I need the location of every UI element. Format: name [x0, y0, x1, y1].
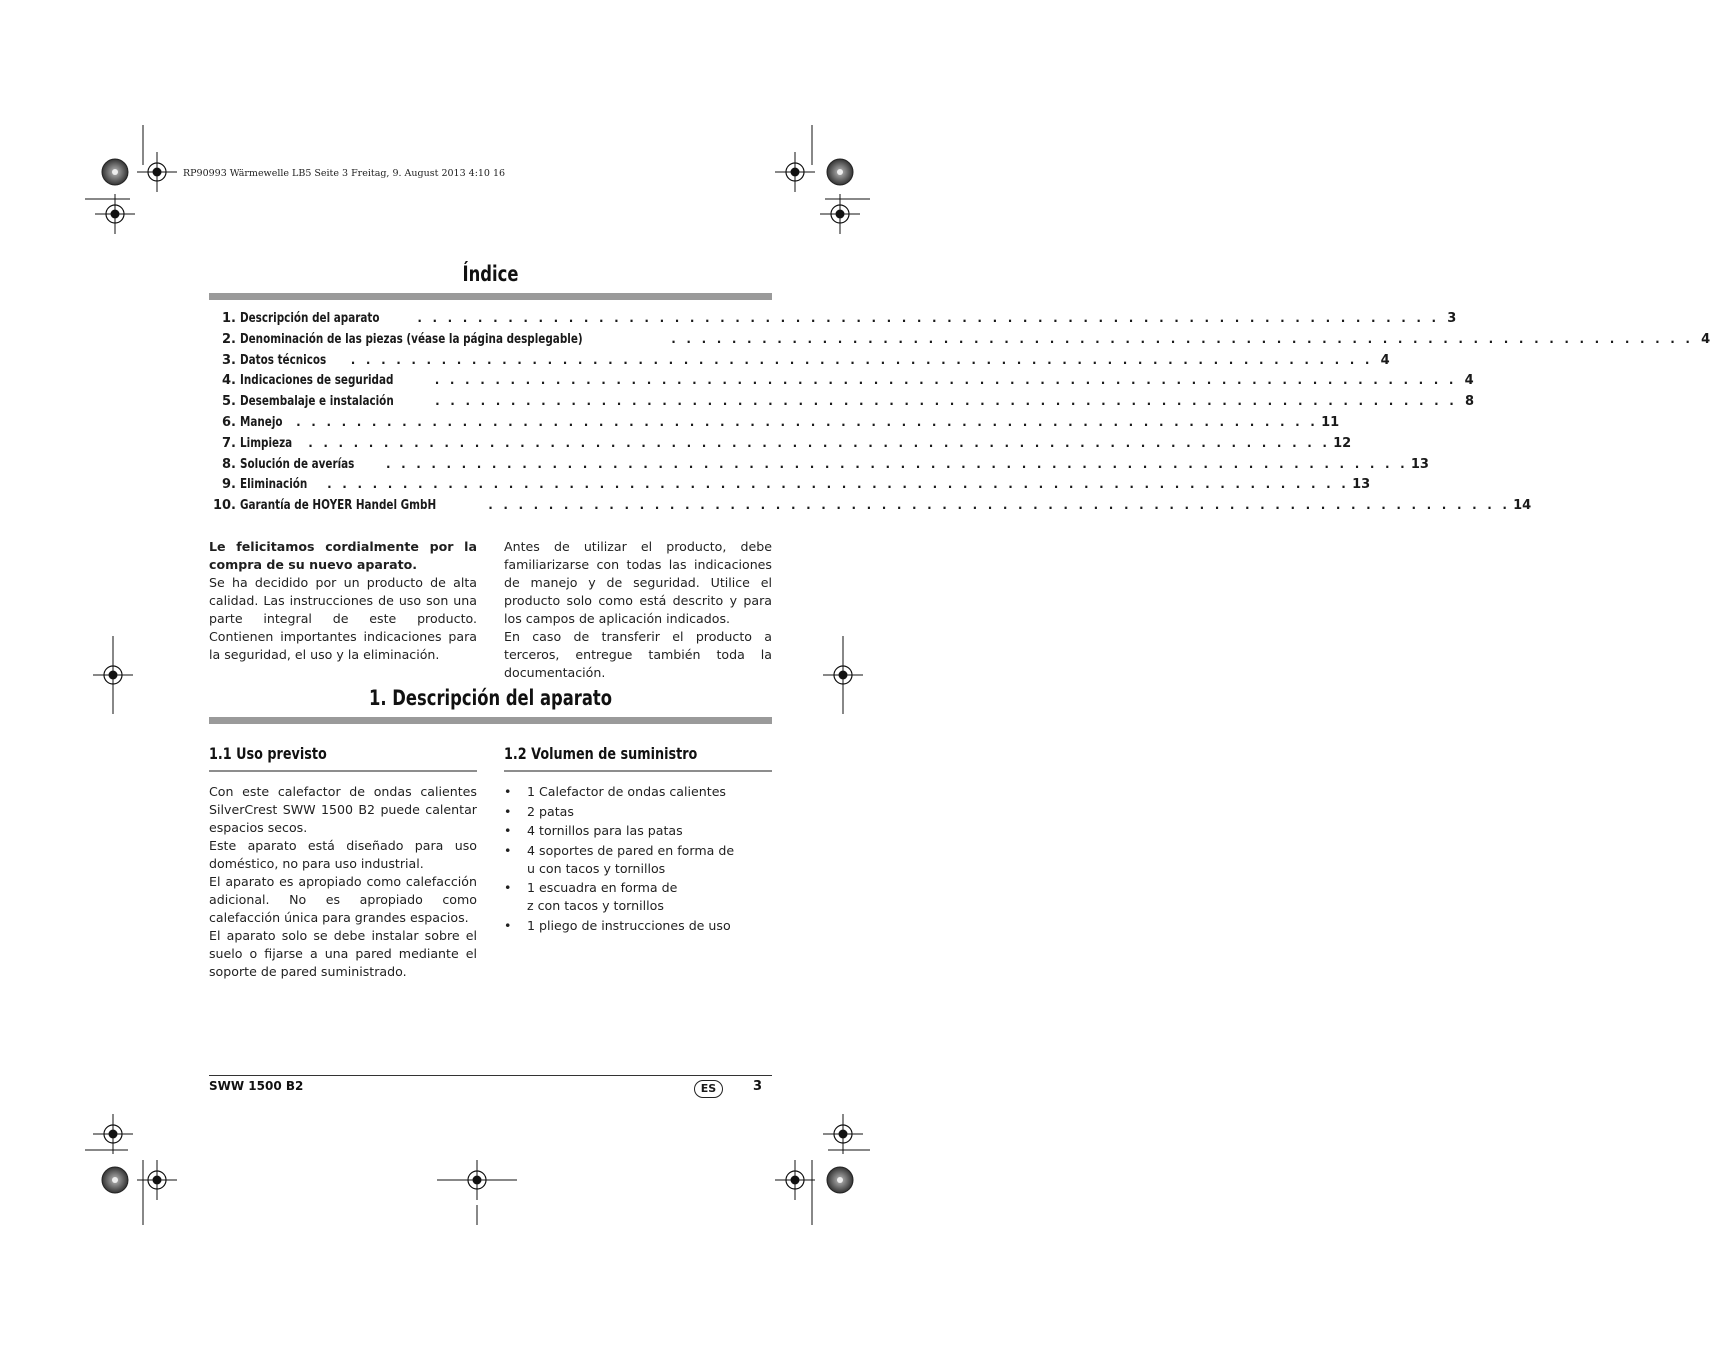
intro-text: Se ha decidido por un producto de alta calidad. Las instrucciones de uso son una parte integral de este producto. Contienen importantes indicaciones para la seguridad, el uso y la eliminación.	[209, 575, 477, 662]
toc-entry[interactable]	[209, 331, 1710, 353]
toc-label: Solución de averías	[240, 456, 355, 472]
toc-leader: . . . . . . . . . . . . . . . . . . . . . . . . . . . . . . . . . . . . . . . . . . . . . . . . . . . . . . . . . . . . . . . . . . . .	[308, 435, 1331, 450]
toc-label: Garantía de HOYER Handel GmbH	[240, 498, 437, 514]
color-target-icon	[827, 1167, 853, 1193]
toc-number: 8.	[222, 456, 236, 472]
toc-number: 10.	[212, 498, 236, 514]
body-paragraph: El aparato es apropiado como calefacción adicional. No es apropiado como calefacción única para grandes espacios.	[209, 874, 477, 925]
registration-mark-icon	[775, 152, 815, 192]
toc-page: 12	[1333, 435, 1352, 451]
color-target-icon	[827, 159, 853, 185]
toc-label: Datos técnicos	[240, 352, 327, 368]
toc-entry[interactable]	[209, 477, 1371, 498]
toc-number: 3.	[222, 352, 236, 368]
toc-page: 14	[1513, 498, 1532, 514]
color-target-icon	[102, 159, 128, 185]
toc-label: Manejo	[240, 414, 283, 430]
toc-label: Indicaciones de seguridad	[240, 373, 394, 389]
toc-number: 2.	[222, 331, 236, 347]
body-paragraph: El aparato solo se debe instalar sobre el suelo o fijarse a una pared mediante el soporte de pared suministrado.	[209, 928, 477, 979]
toc-number: 6.	[222, 414, 236, 430]
toc-entry[interactable]	[209, 456, 1429, 478]
registration-mark-icon	[95, 194, 135, 234]
toc-label: Descripción del aparato	[240, 311, 380, 326]
toc-label: Limpieza	[240, 435, 293, 451]
footer-rule	[209, 1075, 772, 1076]
toc-leader: . . . . . . . . . . . . . . . . . . . . . . . . . . . . . . . . . . . . . . . . . . . . . . . . . . . . . . . . . . . . . . . . . . . .	[350, 352, 1373, 367]
registration-mark-icon	[820, 194, 860, 234]
toc-number: 4.	[222, 373, 236, 389]
color-target-icon	[102, 1167, 128, 1193]
supply-list	[504, 783, 772, 935]
intro-lead: Le felicitamos cordialmente por la compra de su nuevo aparato.	[209, 539, 477, 572]
toc-entry[interactable]	[209, 311, 1457, 332]
body-paragraph: Con este calefactor de ondas calientes SilverCrest SWW 1500 B2 puede calentar espacios secos.	[209, 784, 477, 835]
toc-leader: . . . . . . . . . . . . . . . . . . . . . . . . . . . . . . . . . . . . . . . . . . . . . . . . . . . . . . . . . . . . . . . . . . . .	[296, 414, 1319, 429]
toc-label: Desembalaje e instalación	[240, 394, 394, 410]
toc-label: Denominación de las piezas (véase la página desplegable)	[240, 331, 583, 347]
registration-mark-icon	[775, 1160, 815, 1200]
section-title: 1. Descripción del aparato	[368, 686, 613, 710]
volumen-list-column	[504, 783, 772, 936]
language-badge: ES	[694, 1080, 723, 1098]
subsection-rule	[209, 770, 477, 772]
subsection-heading-text: 1.1 Uso previsto	[209, 744, 327, 763]
page-number: 3	[753, 1079, 763, 1094]
toc-entry[interactable]	[209, 352, 1390, 374]
toc-entry[interactable]	[209, 414, 1340, 436]
list-item: • 1 Calefactor de ondas calientes	[504, 783, 772, 801]
uso-previsto-text	[209, 783, 477, 981]
subsection-heading	[209, 744, 477, 763]
toc-entry[interactable]	[209, 435, 1352, 457]
toc-leader: . . . . . . . . . . . . . . . . . . . . . . . . . . . . . . . . . . . . . . . . . . . . . . . . . . . . . . . . . . . . . . . . . . . .	[385, 456, 1408, 471]
toc-number: 5.	[222, 394, 236, 410]
registration-mark-icon	[823, 1114, 863, 1154]
toc-page: 8	[1465, 394, 1475, 410]
toc-leader: . . . . . . . . . . . . . . . . . . . . . . . . . . . . . . . . . . . . . . . . . . . . . . . . . . . . . . . . . . . . . . . . . . . .	[488, 498, 1511, 513]
toc-leader: . . . . . . . . . . . . . . . . . . . . . . . . . . . . . . . . . . . . . . . . . . . . . . . . . . . . . . . . . . . . . . . . . . . .	[434, 373, 1457, 388]
toc-entry[interactable]	[209, 394, 1475, 415]
toc-leader: . . . . . . . . . . . . . . . . . . . . . . . . . . . . . . . . . . . . . . . . . . . . . . . . . . . . . . . . . . . . . . . . . . . .	[417, 311, 1440, 325]
toc-entry[interactable]	[209, 373, 1474, 394]
index-title: Índice	[462, 262, 519, 286]
index-rule	[209, 293, 772, 300]
toc-number: 1.	[222, 311, 236, 326]
toc-page: 13	[1352, 477, 1371, 493]
footer-model: SWW 1500 B2	[209, 1079, 304, 1093]
subsection-heading	[504, 744, 772, 763]
intro-paragraph: Antes de utilizar el producto, debe familiarizarse con todas las indicaciones de manejo y de seguridad. Utilice el producto solo como está descrito y para los campos de aplicación indicados.	[504, 539, 772, 626]
intro-left-column	[209, 538, 477, 664]
list-item: • 4 tornillos para las patas	[504, 822, 772, 840]
list-item: • 4 soportes de pared en forma de u con tacos y tornillos	[504, 842, 742, 878]
toc-leader: . . . . . . . . . . . . . . . . . . . . . . . . . . . . . . . . . . . . . . . . . . . . . . . . . . . . . . . . . . . . . . . . . . . .	[327, 477, 1350, 492]
list-item: • 1 escuadra en forma de z con tacos y tornillos	[504, 879, 687, 915]
toc-page: 4	[1701, 331, 1710, 347]
body-paragraph: Este aparato está diseñado para uso doméstico, no para uso industrial.	[209, 838, 477, 871]
intro-paragraph: En caso de transferir el producto a terceros, entregue también toda la documentación.	[504, 629, 772, 680]
toc-page: 3	[1447, 311, 1457, 326]
toc-leader: . . . . . . . . . . . . . . . . . . . . . . . . . . . . . . . . . . . . . . . . . . . . . . . . . . . . . . . . . . . . . . . . . . . .	[435, 394, 1458, 409]
toc-entry[interactable]	[209, 498, 1532, 519]
toc-label: Eliminación	[240, 477, 308, 493]
toc-number: 9.	[222, 477, 236, 493]
print-header: RP90993 Wärmewelle LB5 Seite 3 Freitag, 9. August 2013 4:10 16	[183, 168, 506, 179]
toc-page: 4	[1380, 352, 1390, 368]
list-item: • 1 pliego de instrucciones de uso	[504, 917, 772, 935]
section-rule	[209, 717, 772, 724]
subsection-heading-text: 1.2 Volumen de suministro	[504, 744, 698, 763]
intro-right-column	[504, 538, 772, 682]
table-of-contents	[209, 311, 1710, 519]
list-item: • 2 patas	[504, 803, 772, 821]
toc-number: 7.	[222, 435, 236, 451]
registration-mark-icon	[93, 1114, 133, 1154]
toc-page: 4	[1464, 373, 1474, 389]
toc-leader: . . . . . . . . . . . . . . . . . . . . . . . . . . . . . . . . . . . . . . . . . . . . . . . . . . . . . . . . . . . . . . . . . . . .	[671, 331, 1694, 346]
toc-page: 13	[1410, 456, 1429, 472]
toc-page: 11	[1321, 414, 1340, 430]
subsection-rule	[504, 770, 772, 772]
